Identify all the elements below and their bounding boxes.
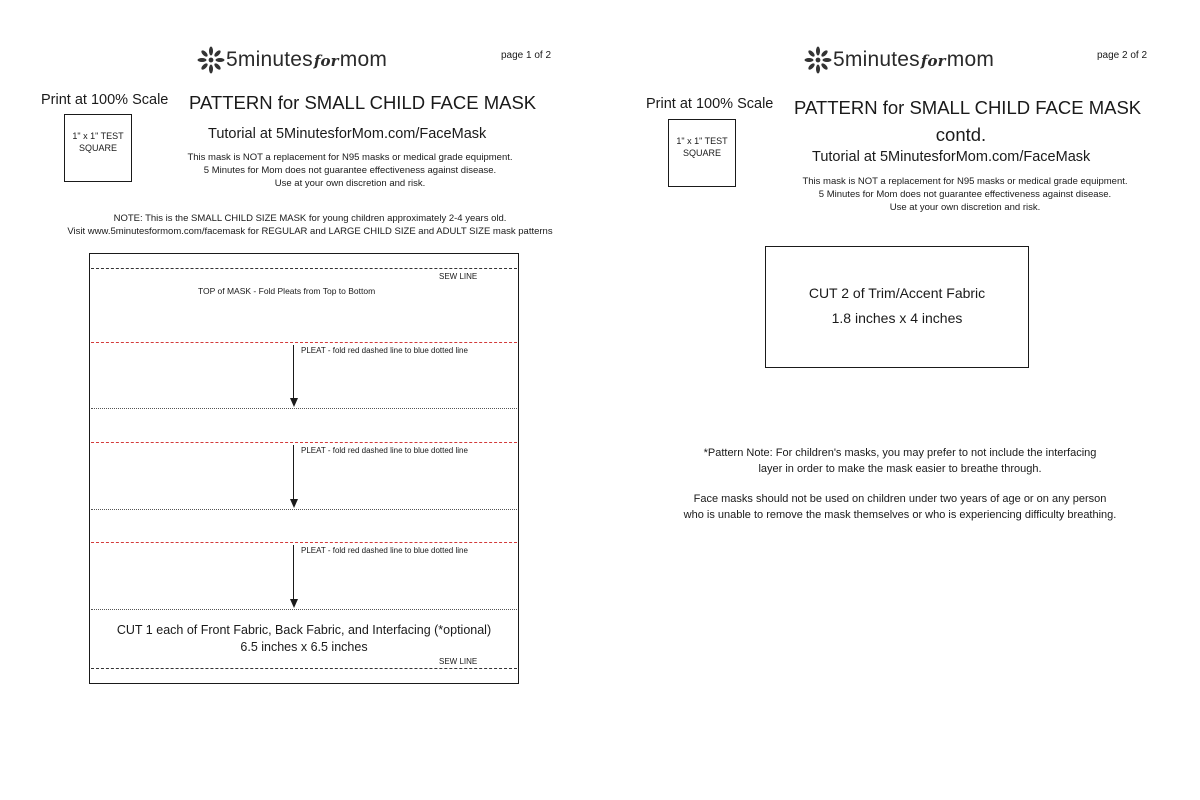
- mask-pattern: [89, 253, 519, 684]
- pleat-red-line: [91, 442, 517, 443]
- brand-logo: [196, 45, 387, 75]
- pleat-label: PLEAT - fold red dashed line to blue dotted line: [301, 346, 468, 355]
- pleat-dotted-line: [91, 509, 517, 510]
- size-note: [40, 212, 580, 238]
- safety-warning: [650, 492, 1150, 523]
- brand-name-for: for: [920, 52, 946, 70]
- arrow-down-icon: [293, 445, 294, 499]
- arrow-down-icon: [290, 599, 298, 608]
- disclaimer-line: 5 Minutes for Mom does not guarantee effectiveness against disease.: [203, 165, 497, 176]
- disclaimer-line: 5 Minutes for Mom does not guarantee effectiveness against disease.: [818, 189, 1112, 200]
- tutorial-link-text: Tutorial at 5MinutesforMom.com/FaceMask: [812, 149, 1091, 165]
- sew-line-label: SEW LINE: [439, 657, 478, 666]
- pleat-red-line: [91, 542, 517, 543]
- tutorial-link-text: Tutorial at 5MinutesforMom.com/FaceMask: [208, 126, 487, 142]
- print-scale-label: Print at 100% Scale: [646, 96, 774, 112]
- safety-warning-line: who is unable to remove the mask themselves or who is experiencing difficulty breathing.: [683, 508, 1117, 521]
- pattern-note: [650, 446, 1150, 477]
- brand-name-pre: 5minutes: [833, 48, 920, 71]
- disclaimer: [160, 151, 540, 190]
- brand-name: [833, 48, 994, 72]
- test-square: 1" x 1" TEST SQUARE: [64, 114, 132, 182]
- brand-name-post: mom: [339, 48, 388, 71]
- pleat-label: PLEAT - fold red dashed line to blue dotted line: [301, 446, 468, 455]
- sew-line-label: SEW LINE: [439, 272, 478, 281]
- brand-name-post: mom: [946, 48, 995, 71]
- disclaimer-line: This mask is NOT a replacement for N95 masks or medical grade equipment.: [802, 176, 1128, 187]
- arrow-down-icon: [290, 398, 298, 407]
- arrow-down-icon: [293, 545, 294, 599]
- trim-dimensions: 1.8 inches x 4 inches: [831, 310, 963, 326]
- pleat-dotted-line: [91, 408, 517, 409]
- pleat-dotted-line: [91, 609, 517, 610]
- safety-warning-line: Face masks should not be used on children under two years of age or on any person: [693, 493, 1107, 505]
- arrow-down-icon: [293, 345, 294, 398]
- disclaimer-line: This mask is NOT a replacement for N95 masks or medical grade equipment.: [187, 152, 513, 163]
- pattern-note-line: layer in order to make the mask easier to breathe through.: [758, 462, 1042, 475]
- brand-name-for: for: [313, 52, 339, 70]
- sew-line-top: [91, 268, 517, 269]
- size-note-line: NOTE: This is the SMALL CHILD SIZE MASK for young children approximately 2-4 years old.: [113, 213, 507, 224]
- pattern-note-line: *Pattern Note: For children's masks, you may prefer to not include the interfacing: [703, 447, 1097, 459]
- test-square: 1" x 1" TEST SQUARE: [668, 119, 736, 187]
- trim-pattern: [765, 246, 1029, 368]
- top-of-mask-label: TOP of MASK - Fold Pleats from Top to Bottom: [198, 286, 376, 296]
- pleat-label: PLEAT - fold red dashed line to blue dotted line: [301, 546, 468, 555]
- size-note-line: Visit www.5minutesformom.com/facemask for REGULAR and LARGE CHILD SIZE and ADULT SIZE mask patterns: [67, 226, 553, 237]
- page-number: page 1 of 2: [501, 50, 552, 61]
- page-number: page 2 of 2: [1097, 50, 1148, 61]
- flower-burst-icon: [196, 45, 226, 75]
- cut-dimensions: 6.5 inches x 6.5 inches: [240, 640, 368, 654]
- cut-instruction-line: CUT 1 each of Front Fabric, Back Fabric, and Interfacing (*optional): [116, 623, 492, 637]
- brand-name: [226, 48, 387, 72]
- sew-line-bottom: [91, 668, 517, 669]
- disclaimer-line: Use at your own discretion and risk.: [889, 202, 1041, 213]
- pleat-red-line: [91, 342, 517, 343]
- disclaimer-line: Use at your own discretion and risk.: [274, 178, 426, 189]
- page-title: PATTERN for SMALL CHILD FACE MASK: [794, 97, 1142, 118]
- brand-logo: [803, 45, 994, 75]
- arrow-down-icon: [290, 499, 298, 508]
- print-scale-label: Print at 100% Scale: [41, 92, 169, 108]
- page-title-continued: contd.: [935, 124, 987, 145]
- trim-cut-instruction: CUT 2 of Trim/Accent Fabric: [808, 285, 986, 301]
- flower-burst-icon: [803, 45, 833, 75]
- cut-instructions: [95, 622, 513, 656]
- brand-name-pre: 5minutes: [226, 48, 313, 71]
- disclaimer: [775, 175, 1155, 214]
- page-title: PATTERN for SMALL CHILD FACE MASK: [189, 92, 537, 113]
